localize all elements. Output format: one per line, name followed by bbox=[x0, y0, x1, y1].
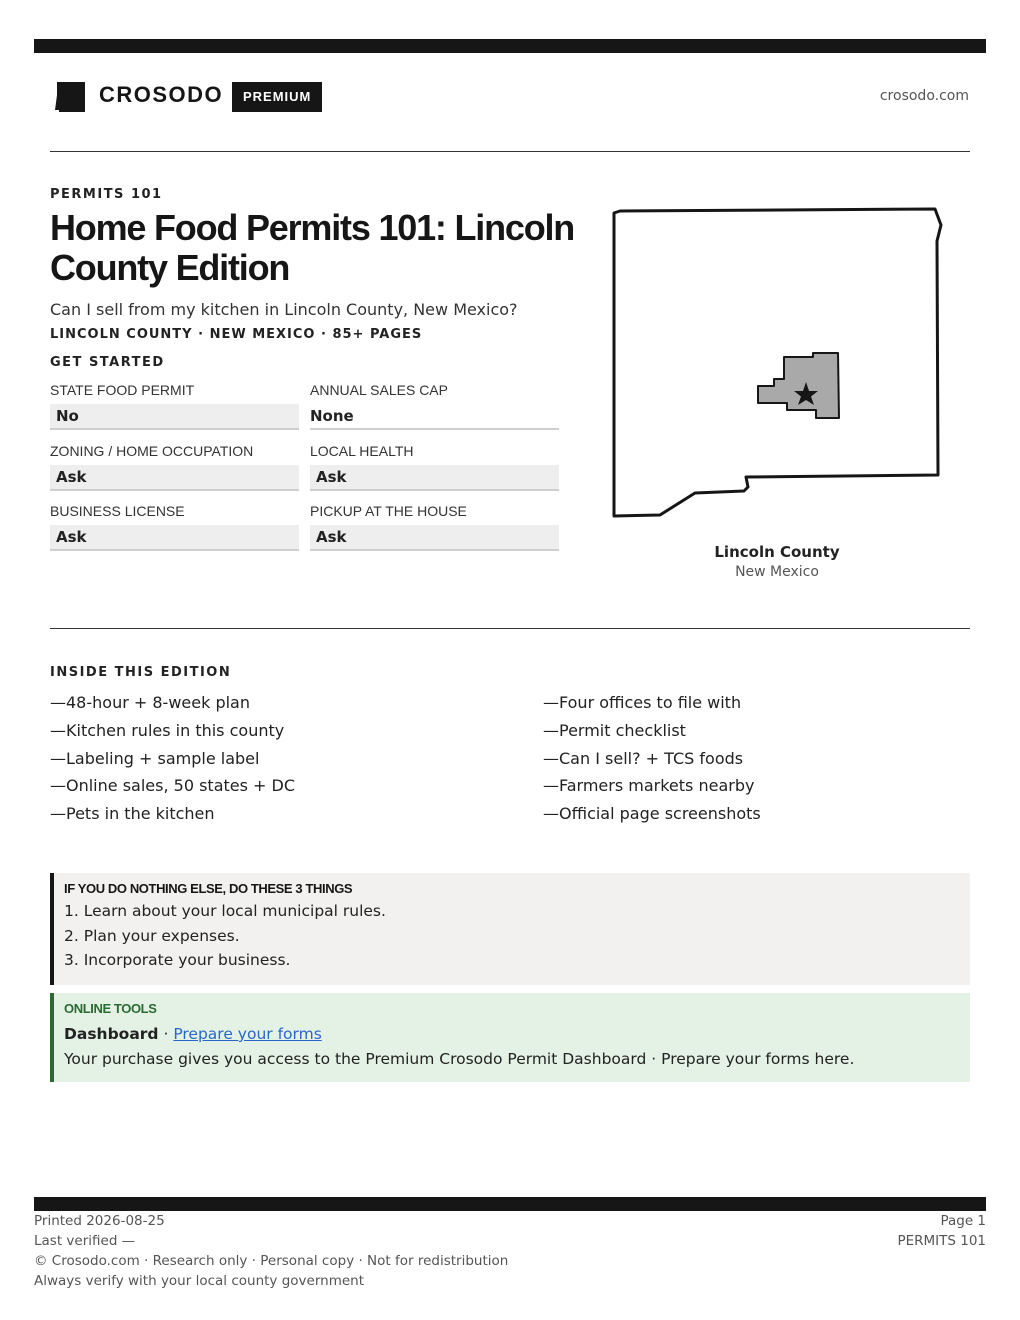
online-tools-callout bbox=[50, 993, 970, 1082]
section-eyebrow: PERMITS 101 bbox=[50, 187, 163, 202]
premium-badge: PREMIUM bbox=[232, 82, 322, 112]
copyright: © Crosodo.com · Research only · Personal copy · Not for redistribution bbox=[34, 1253, 509, 1269]
field-label: ANNUAL SALES CAP bbox=[310, 382, 448, 398]
field-label: BUSINESS LICENSE bbox=[50, 503, 185, 519]
list-item: —Can I sell? + TCS foods bbox=[543, 748, 744, 768]
bottom-bar bbox=[34, 1197, 986, 1211]
footer-section: PERMITS 101 bbox=[897, 1233, 986, 1249]
edition-meta: LINCOLN COUNTY · NEW MEXICO · 85+ PAGES bbox=[50, 327, 423, 342]
separator: · bbox=[158, 1025, 174, 1043]
inside-edition-heading: INSIDE THIS EDITION bbox=[50, 665, 232, 680]
prepare-forms-link[interactable]: Prepare your forms bbox=[173, 1025, 322, 1043]
footer-right bbox=[897, 1211, 986, 1251]
state-map bbox=[610, 205, 946, 523]
tools-links bbox=[64, 1021, 970, 1047]
field-label: PICKUP AT THE HOUSE bbox=[310, 503, 467, 519]
list-item: —Pets in the kitchen bbox=[50, 804, 215, 824]
section-divider bbox=[50, 628, 970, 629]
pickup-at-house-field bbox=[310, 503, 559, 551]
list-item: —Kitchen rules in this county bbox=[50, 720, 285, 740]
field-value: No bbox=[50, 404, 299, 430]
callout-item: 1. Learn about your local municipal rules. bbox=[64, 902, 386, 920]
three-things-callout bbox=[50, 873, 970, 985]
field-label: ZONING / HOME OCCUPATION bbox=[50, 443, 254, 459]
page-subtitle: Can I sell from my kitchen in Lincoln County, New Mexico? bbox=[50, 300, 518, 319]
top-bar bbox=[34, 39, 986, 53]
site-url[interactable]: crosodo.com bbox=[879, 88, 969, 104]
contents-list-left bbox=[50, 690, 295, 829]
printed-date: Printed 2026-08-25 bbox=[34, 1213, 165, 1229]
tools-heading: ONLINE TOOLS bbox=[64, 1001, 157, 1016]
field-value: Ask bbox=[50, 465, 299, 491]
page-number: Page 1 bbox=[940, 1213, 986, 1229]
map-state-name: New Mexico bbox=[735, 564, 819, 580]
state-food-permit-field bbox=[50, 382, 299, 430]
zoning-field bbox=[50, 443, 299, 491]
field-label: STATE FOOD PERMIT bbox=[50, 382, 195, 398]
list-item: —Four offices to file with bbox=[543, 693, 742, 712]
map-county-name: Lincoln County bbox=[714, 543, 840, 561]
field-value: Ask bbox=[50, 525, 299, 551]
list-item: —Labeling + sample label bbox=[50, 748, 260, 768]
callout-heading: IF YOU DO NOTHING ELSE, DO THESE 3 THINGS bbox=[64, 881, 353, 896]
list-item: —Official page screenshots bbox=[543, 804, 761, 824]
business-license-field bbox=[50, 503, 299, 551]
list-item: —48-hour + 8-week plan bbox=[50, 693, 250, 712]
verify-advice: Always verify with your local county government bbox=[34, 1273, 364, 1289]
tools-description: Your purchase gives you access to the Premium Crosodo Permit Dashboard · Prepare your forms here. bbox=[64, 1050, 855, 1068]
annual-sales-cap-field bbox=[310, 382, 559, 430]
local-health-field bbox=[310, 443, 559, 491]
callout-item: 2. Plan your expenses. bbox=[64, 926, 240, 945]
field-value: Ask bbox=[310, 525, 559, 551]
header bbox=[50, 78, 970, 118]
state-outline bbox=[614, 209, 941, 516]
logo-icon bbox=[54, 80, 86, 114]
header-divider bbox=[50, 151, 970, 152]
get-started-heading: GET STARTED bbox=[50, 355, 165, 370]
list-item: —Online sales, 50 states + DC bbox=[50, 776, 296, 796]
list-item: —Farmers markets nearby bbox=[543, 776, 755, 796]
brand-name: CROSODO bbox=[99, 82, 224, 107]
field-value: None bbox=[310, 404, 559, 430]
field-value: Ask bbox=[310, 465, 559, 491]
footer-left bbox=[34, 1211, 508, 1291]
field-label: LOCAL HEALTH bbox=[310, 443, 414, 459]
callout-item: 3. Incorporate your business. bbox=[64, 951, 291, 969]
dashboard-label: Dashboard bbox=[64, 1025, 159, 1043]
list-item: —Permit checklist bbox=[543, 720, 686, 740]
last-verified: Last verified — bbox=[34, 1233, 136, 1249]
contents-list-right bbox=[543, 690, 761, 829]
page-title: Home Food Permits 101: Lincoln County Edition bbox=[50, 207, 575, 288]
